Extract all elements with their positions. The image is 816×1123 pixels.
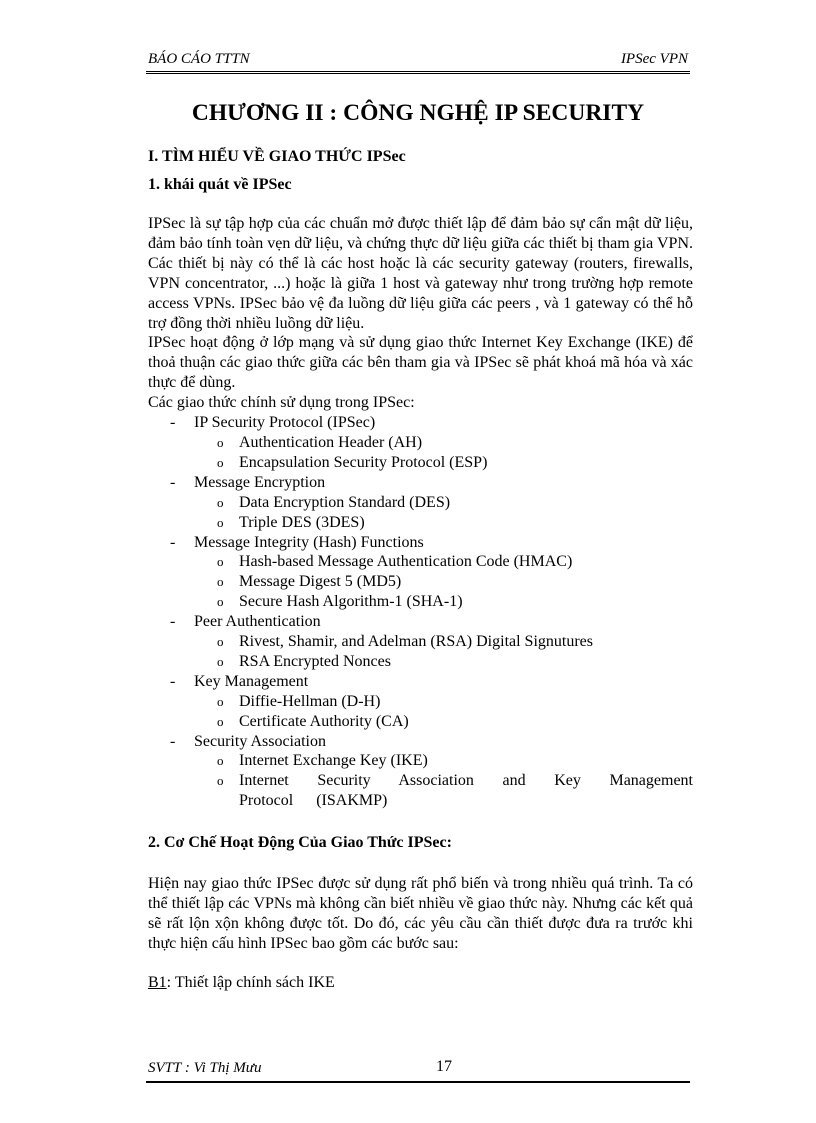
step-line <box>148 973 335 993</box>
protocol-group-label: Message Integrity (Hash) Functions <box>194 533 424 551</box>
sub-list-item <box>148 453 693 473</box>
sub-item-label: Encapsulation Security Protocol (ESP) <box>239 453 488 471</box>
circle-bullet-icon: o <box>217 594 224 610</box>
sub-list-item <box>148 771 693 811</box>
circle-bullet-icon: o <box>217 773 224 789</box>
protocol-group-label: IP Security Protocol (IPSec) <box>194 414 376 432</box>
sub-list-item <box>148 592 693 612</box>
sub-item-label: Hash-based Message Authentication Code (HMAC) <box>239 553 573 571</box>
list-item <box>148 672 693 692</box>
list-item <box>148 433 693 473</box>
sub-item-label: Diffie-Hellman (D-H) <box>239 692 381 710</box>
sub-item-label: Triple DES (3DES) <box>239 513 365 531</box>
list-item <box>148 732 693 752</box>
section-heading: I. TÌM HIỂU VỀ GIAO THỨC IPSec <box>148 148 406 165</box>
list-item <box>148 413 693 433</box>
mechanism-content <box>148 874 693 954</box>
sub-item-label: Data Encryption Standard (DES) <box>239 493 451 511</box>
list-item <box>148 751 693 811</box>
sub-list-item <box>148 632 693 652</box>
sub-list <box>148 632 693 672</box>
sub-item-label: Rivest, Shamir, and Adelman (RSA) Digital Signutures <box>239 633 593 651</box>
sub-list-item <box>148 652 693 672</box>
sub-list-item <box>148 712 693 732</box>
sub-list-item <box>148 552 693 572</box>
dash-bullet-icon: - <box>170 533 176 551</box>
step-label: B1 <box>148 974 167 991</box>
header-report-title: BÁO CÁO TTTN <box>148 51 250 67</box>
list-item <box>148 533 693 553</box>
dash-bullet-icon: - <box>170 473 176 491</box>
paragraph-ipsec-operation: IPSec hoạt động ở lớp mạng và sử dụng giao thức Internet Key Exchange (IKE) để thoả thuận các giao thức giữa các bên tham gia và IPSec sẽ phát khoá mã hóa và xác thực để dùng. <box>148 334 693 392</box>
sub-item-label: Certificate Authority (CA) <box>239 712 409 730</box>
list-item <box>148 493 693 533</box>
sub-list-item <box>148 572 693 592</box>
paragraph-protocol-intro: Các giao thức chính sử dụng trong IPSec: <box>148 394 415 412</box>
circle-bullet-icon: o <box>217 634 224 650</box>
circle-bullet-icon: o <box>217 653 224 669</box>
sub-item-label: Internet Exchange Key (IKE) <box>239 752 428 770</box>
list-item <box>148 632 693 672</box>
dash-bullet-icon: - <box>170 672 176 690</box>
subsection-heading-overview: 1. khái quát về IPSec <box>148 176 292 193</box>
circle-bullet-icon: o <box>217 574 224 590</box>
circle-bullet-icon: o <box>217 434 224 450</box>
dash-bullet-icon: - <box>170 613 176 631</box>
step-text: : Thiết lập chính sách IKE <box>166 974 335 991</box>
dash-bullet-icon: - <box>170 414 176 432</box>
sub-item-label: Message Digest 5 (MD5) <box>239 573 402 591</box>
sub-list-item <box>148 513 693 533</box>
dash-bullet-icon: - <box>170 732 176 750</box>
chapter-title: CHƯƠNG II : CÔNG NGHỆ IP SECURITY <box>191 100 645 126</box>
footer-author: SVTT : Vi Thị Mưu <box>148 1060 262 1076</box>
paragraph-mechanism: Hiện nay giao thức IPSec được sử dụng rất phổ biến và trong nhiều quá trình. Ta có thể thiết lập các VPNs mà không cần biết nhiều về giao thức này. Nhưng các kết quả sẽ rất lộn xộn không được tốt. Do đó, các yêu cầu cần thiết được đưa ra trước khi thực hiện cấu hình IPSec bao gồm các bước sau: <box>148 875 693 952</box>
sub-item-label: RSA Encrypted Nonces <box>239 652 391 670</box>
circle-bullet-icon: o <box>217 713 224 729</box>
protocol-group-label: Peer Authentication <box>194 613 321 631</box>
protocol-list <box>148 413 693 811</box>
footer-divider <box>146 1081 690 1083</box>
circle-bullet-icon: o <box>217 554 224 570</box>
sub-list <box>148 692 693 732</box>
header-divider <box>146 71 690 74</box>
sub-list <box>148 552 693 612</box>
sub-list <box>148 493 693 533</box>
overview-content <box>148 214 693 811</box>
sub-list-item <box>148 493 693 513</box>
sub-list-item <box>148 692 693 712</box>
sub-item-label: Secure Hash Algorithm-1 (SHA-1) <box>239 593 463 611</box>
sub-list-item <box>148 433 693 453</box>
circle-bullet-icon: o <box>217 514 224 530</box>
protocol-group-label: Security Association <box>194 732 326 750</box>
sub-list-item <box>148 751 693 771</box>
sub-item-label: Authentication Header (AH) <box>239 433 423 451</box>
sub-list <box>148 433 693 473</box>
sub-item-label: Internet Security Association and Key Management Protocol (ISAKMP) <box>239 772 693 810</box>
circle-bullet-icon: o <box>217 494 224 510</box>
list-item <box>148 612 693 632</box>
protocol-group-label: Message Encryption <box>194 473 326 491</box>
protocol-group-label: Key Management <box>194 672 309 690</box>
paragraph-ipsec-definition: IPSec là sự tập hợp của các chuẩn mở được thiết lập để đảm bảo sự cẩn mật dữ liệu, đảm bảo tính toàn vẹn dữ liệu, và chứng thực dữ liệu giữa các thiết bị tham gia VPN. Các thiết bị này có thể là các host hoặc là các security gateway (routers, firewalls, VPN concentrator, ...) hoặc là giữa 1 host và gateway như trong trường hợp remote access VPNs. IPSec bảo vệ đa luồng dữ liệu giữa các peers , và 1 gateway có thể hỗ trợ đồng thời nhiều luồng dữ liệu. <box>148 215 693 332</box>
subsection-heading-mechanism: 2. Cơ Chế Hoạt Động Của Giao Thức IPSec: <box>148 834 452 851</box>
list-item <box>148 692 693 732</box>
circle-bullet-icon: o <box>217 693 224 709</box>
page-number: 17 <box>436 1058 452 1075</box>
circle-bullet-icon: o <box>217 454 224 470</box>
list-item <box>148 552 693 612</box>
header-topic: IPSec VPN <box>620 51 688 67</box>
circle-bullet-icon: o <box>217 753 224 769</box>
sub-list <box>148 751 693 811</box>
list-item <box>148 473 693 493</box>
